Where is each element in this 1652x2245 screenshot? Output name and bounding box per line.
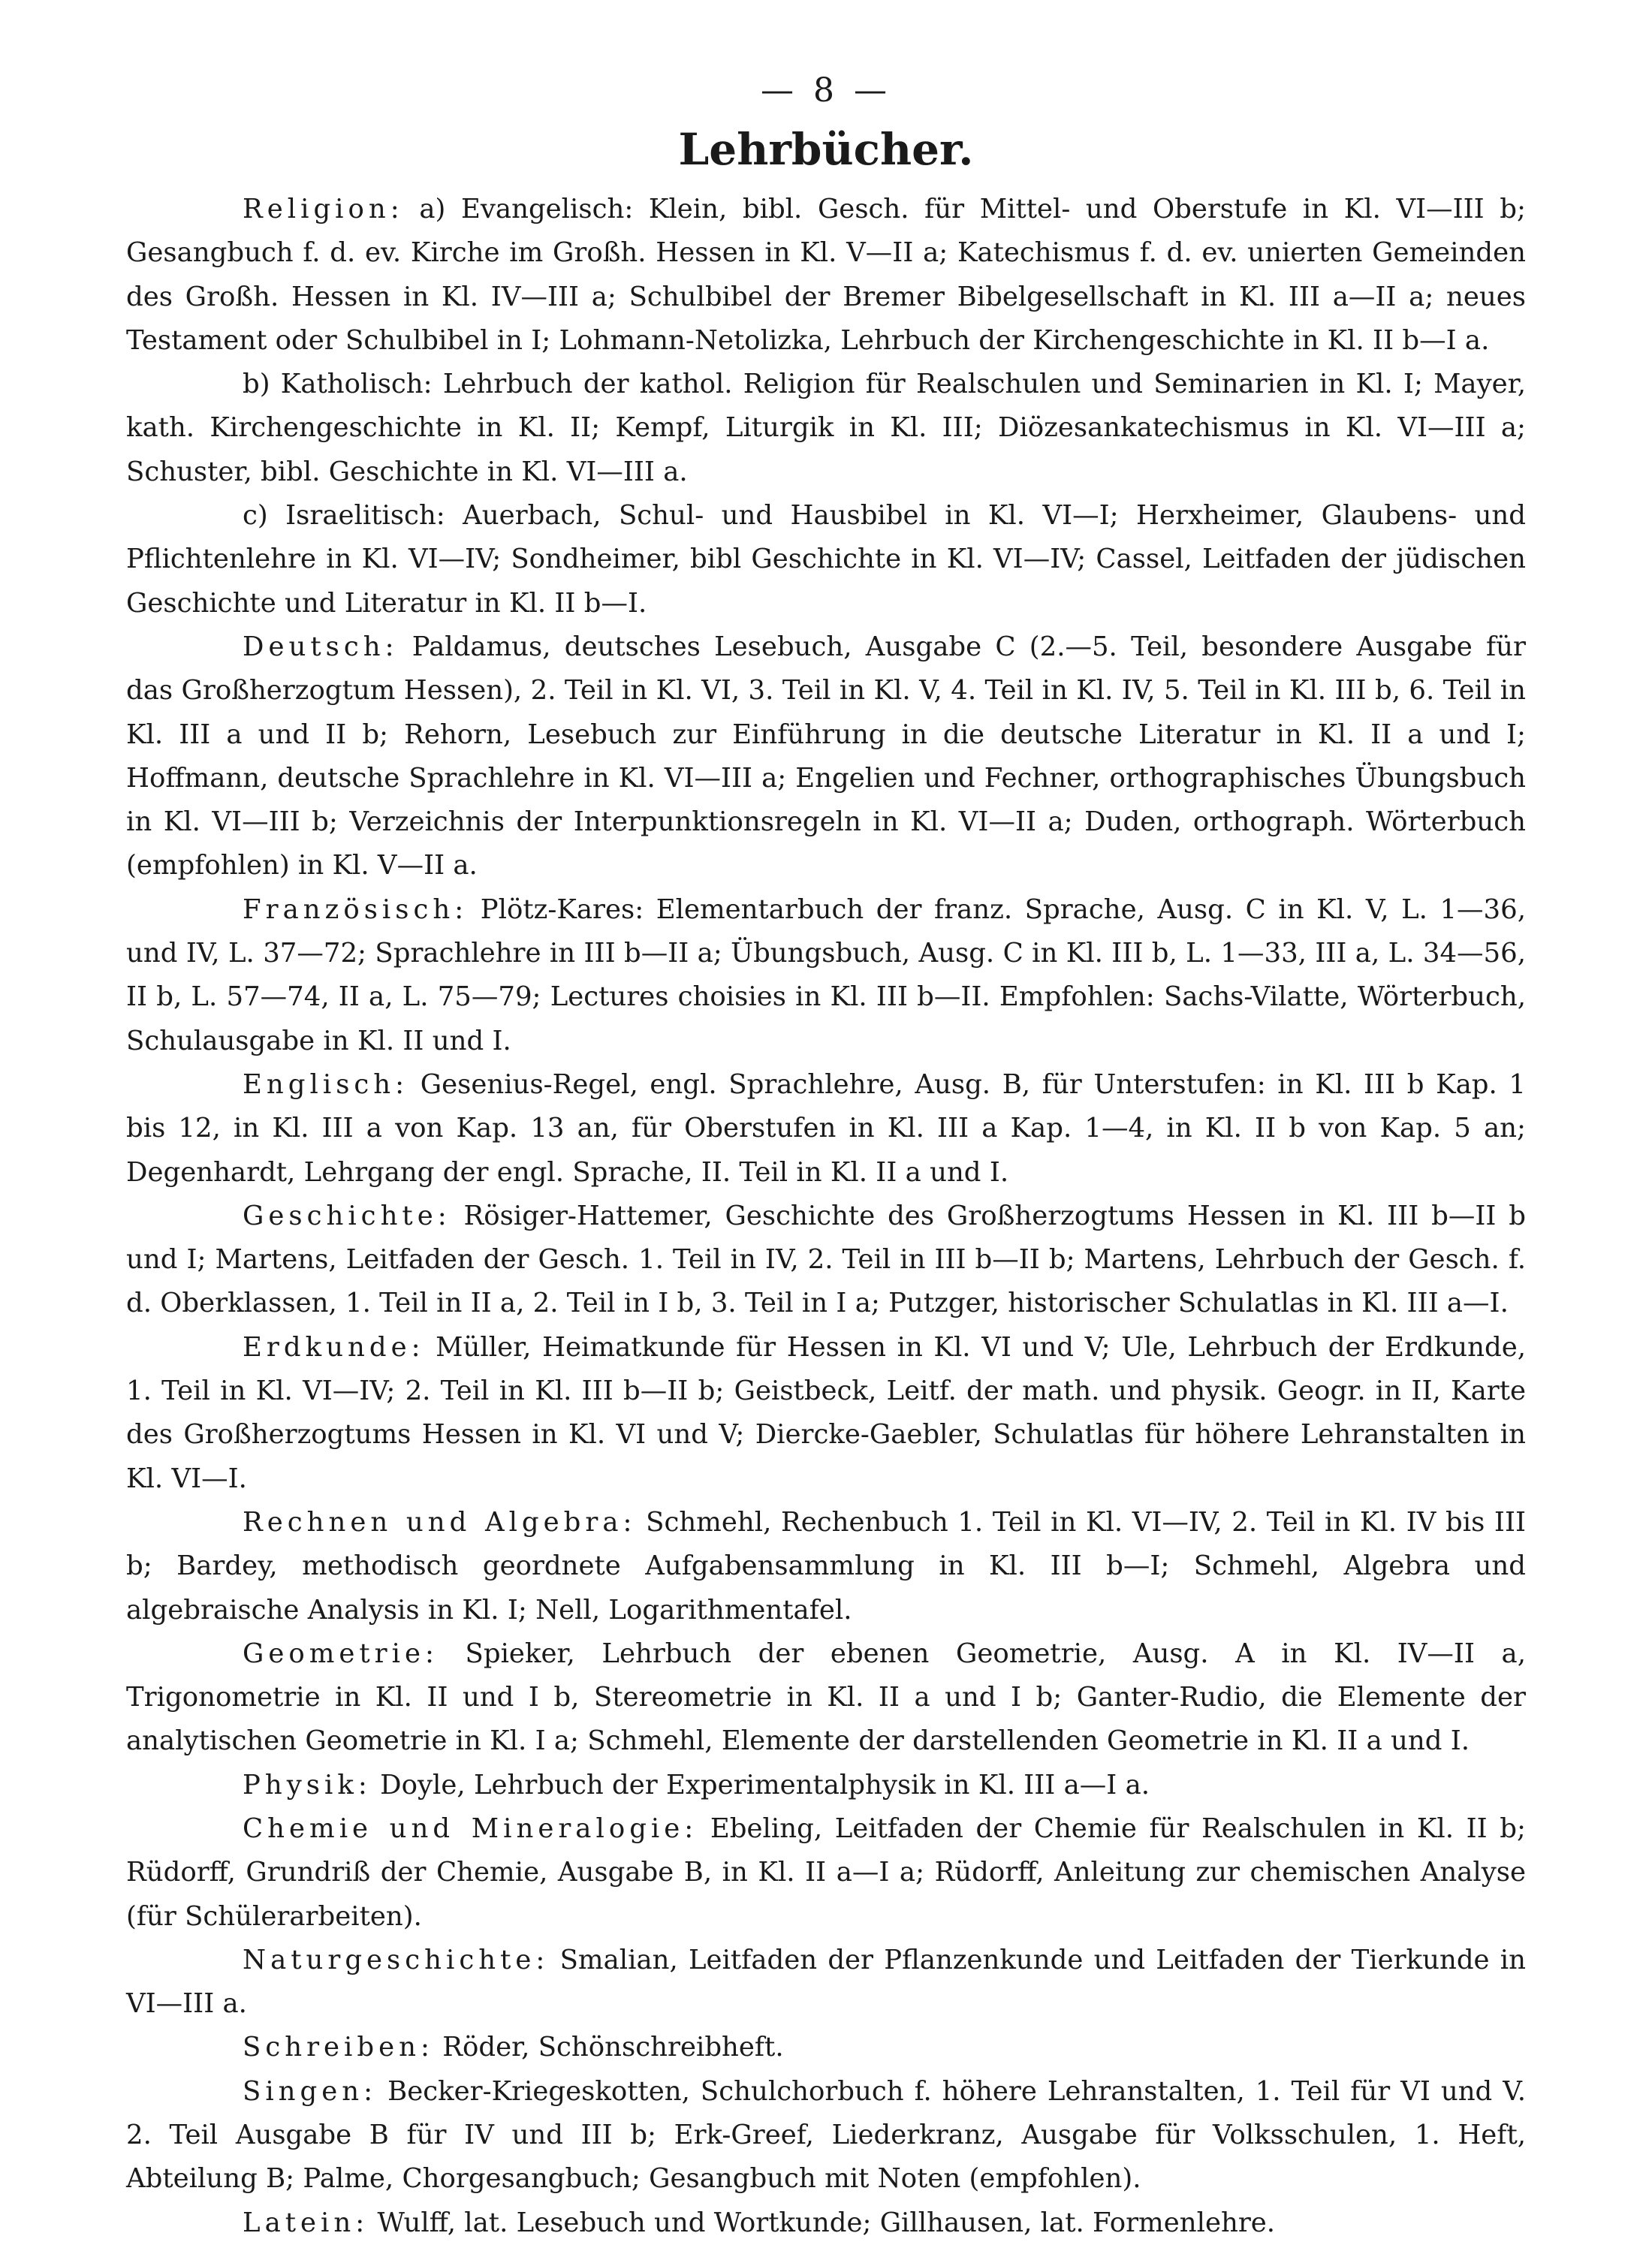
section-text: Ebeling, Leitfaden der Chemie für Realschulen in Kl. II b; Rüdorff, Grundriß der Chemie, Ausgabe B, in Kl. II a—I a; Rüdorff, Anleitung zur chemischen Analyse (für Schülerarbeiten).	[126, 1813, 1526, 1932]
subject-label: Erdkunde:	[243, 1331, 425, 1363]
section-singen	[126, 2070, 1526, 2201]
section-text: a) Evangelisch: Klein, bibl. Gesch. für Mittel- und Oberstufe in Kl. VI—III b; Gesangbuch f. d. ev. Kirche im Großh. Hessen in Kl. V—II a; Katechismus f. d. ev. unierten Gemeinden des Großh. Hessen in Kl. IV—III a; Schulbibel der Bremer Bibelgesellschaft in Kl. III a—II a; neues Testament oder Schulbibel in I; Lohmann-Netolizka, Lehrbuch der Kirchengeschichte in Kl. II b—I a.	[126, 194, 1526, 356]
section-geschichte	[126, 1195, 1526, 1326]
subject-label: Geschichte:	[243, 1200, 451, 1231]
section-text: Smalian, Leitfaden der Pflanzenkunde und Leitfaden der Tierkunde in VI—III a.	[126, 1944, 1526, 2020]
subject-label: Schreiben:	[243, 2032, 434, 2063]
section-chemie-mineralogie	[126, 1807, 1526, 1939]
section-geometrie	[126, 1632, 1526, 1764]
section-text: Wulff, lat. Lesebuch und Wortkunde; Gillhausen, lat. Formenlehre.	[369, 2207, 1276, 2238]
section-text: Doyle, Lehrbuch der Experimentalphysik in Kl. III a—I a.	[371, 1769, 1150, 1801]
subject-label: Englisch:	[243, 1068, 409, 1100]
section-religion-israelite	[126, 494, 1526, 625]
section-physik	[126, 1764, 1526, 1807]
section-text: Röder, Schönschreibheft.	[433, 2032, 784, 2063]
section-text: Paldamus, deutsches Lesebuch, Ausgabe C (2.—5. Teil, besondere Ausgabe für das Großherzogtum Hessen), 2. Teil in Kl. VI, 3. Teil in Kl. V, 4. Teil in Kl. IV, 5. Teil in Kl. III b, 6. Teil in Kl. III a und II b; Rehorn, Lesebuch zur Einführung in die deutsche Literatur in Kl. II a und I; Hoffmann, deutsche Sprachlehre in Kl. VI—III a; Engelien und Fechner, orthographisches Übungsbuch in Kl. VI—III b; Verzeichnis der Interpunktionsregeln in Kl. VI—II a; Duden, orthograph. Wörterbuch (empfohlen) in Kl. V—II a.	[126, 631, 1526, 881]
section-text: Gesenius-Regel, engl. Sprachlehre, Ausg. B, für Unterstufen: in Kl. III b Kap. 1 bis 12, in Kl. III a von Kap. 13 an, für Oberstufen in Kl. III a Kap. 1—4, in Kl. II b von Kap. 5 an; Degenhardt, Lehrgang der engl. Sprache, II. Teil in Kl. II a und I.	[126, 1068, 1526, 1188]
section-religion	[126, 188, 1526, 363]
section-deutsch	[126, 625, 1526, 888]
section-englisch	[126, 1063, 1526, 1195]
subject-label: Physik:	[243, 1769, 372, 1801]
subject-label: Chemie und Mineralogie:	[243, 1813, 698, 1844]
section-text: Becker-Kriegeskotten, Schulchorbuch f. höhere Lehranstalten, 1. Teil für VI und V. 2. Teil Ausgabe B für IV und III b; Erk-Greef, Liederkranz, Ausgabe für Volksschulen, 1. Heft, Abteilung B; Palme, Chorgesangbuch; Gesangbuch mit Noten (empfohlen).	[126, 2075, 1526, 2195]
section-rechnen-algebra	[126, 1501, 1526, 1632]
textbook-list	[126, 188, 1526, 2245]
section-text: b) Katholisch: Lehrbuch der kathol. Religion für Realschulen und Seminarien in Kl. I; Mayer, kath. Kirchengeschichte in Kl. II; Kempf, Liturgik in Kl. III; Diözesankatechismus in Kl. VI—III a; Schuster, bibl. Geschichte in Kl. VI—III a.	[126, 369, 1526, 487]
section-franzoesisch	[126, 888, 1526, 1063]
subject-label: Singen:	[243, 2075, 378, 2107]
subject-label: Religion:	[243, 194, 404, 225]
subject-label: Rechnen und Algebra:	[243, 1506, 637, 1538]
subject-label: Latein:	[243, 2207, 369, 2238]
section-schreiben	[126, 2026, 1526, 2069]
subject-label: Geometrie:	[243, 1638, 439, 1669]
section-text: Müller, Heimatkunde für Hessen in Kl. VI und V; Ule, Lehrbuch der Erdkunde, 1. Teil in Kl. VI—IV; 2. Teil in Kl. III b—II b; Geistbeck, Leitf. der math. und physik. Geogr. in II, Karte des Großherzogtums Hessen in Kl. VI und V; Diercke-Gaebler, Schulatlas für höhere Lehranstalten in Kl. VI—I.	[126, 1331, 1526, 1494]
section-text: c) Israelitisch: Auerbach, Schul- und Hausbibel in Kl. VI—I; Herxheimer, Glaubens- und Pflichtenlehre in Kl. VI—IV; Sondheimer, bibl Geschichte in Kl. VI—IV; Cassel, Leitfaden der jüdischen Geschichte und Literatur in Kl. II b—I.	[126, 500, 1526, 619]
subject-label: Französisch:	[243, 893, 469, 925]
section-erdkunde	[126, 1326, 1526, 1501]
section-text: Spieker, Lehrbuch der ebenen Geometrie, Ausg. A in Kl. IV—II a, Trigonometrie in Kl. II und I b, Stereometrie in Kl. II a und I b; Ganter-Rudio, die Elemente der analytischen Geometrie in Kl. I a; Schmehl, Elemente der darstellenden Geometrie in Kl. II a und I.	[126, 1638, 1526, 1757]
section-latein	[126, 2201, 1526, 2245]
subject-label: Deutsch:	[243, 631, 399, 662]
section-naturgeschichte	[126, 1939, 1526, 2027]
section-religion-catholic	[126, 363, 1526, 494]
page-title: Lehrbücher.	[678, 124, 974, 175]
subject-label: Naturgeschichte:	[243, 1944, 550, 1975]
page-number: — 8 —	[761, 71, 891, 110]
section-text: Plötz-Kares: Elementarbuch der franz. Sprache, Ausg. C in Kl. V, L. 1—36, und IV, L. 37—72; Sprachlehre in III b—II a; Übungsbuch, Ausg. C in Kl. III b, L. 1—33, III a, L. 34—56, II b, L. 57—74, II a, L. 75—79; Lectures choisies in Kl. III b—II. Empfohlen: Sachs-Vilatte, Wörterbuch, Schulausgabe in Kl. II und I.	[126, 893, 1526, 1056]
section-text: Rösiger-Hattemer, Geschichte des Großherzogtums Hessen in Kl. III b—II b und I; Martens, Leitfaden der Gesch. 1. Teil in IV, 2. Teil in III b—II b; Martens, Lehrbuch der Gesch. f. d. Oberklassen, 1. Teil in II a, 2. Teil in I b, 3. Teil in I a; Putzger, historischer Schulatlas in Kl. III a—I.	[126, 1200, 1526, 1319]
section-text: Schmehl, Rechenbuch 1. Teil in Kl. VI—IV, 2. Teil in Kl. IV bis III b; Bardey, methodisch geordnete Aufgabensammlung in Kl. III b—I; Schmehl, Algebra und algebraische Analysis in Kl. I; Nell, Logarithmentafel.	[126, 1506, 1526, 1626]
